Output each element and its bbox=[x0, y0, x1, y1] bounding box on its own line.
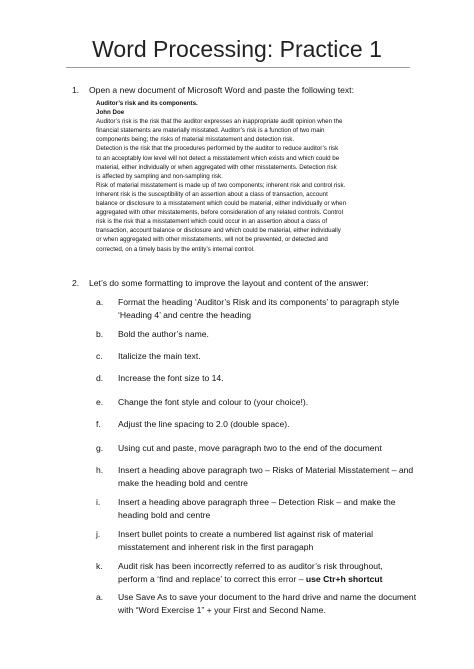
passage-line: components being; the risks of material misstatement and detection risk. bbox=[96, 136, 295, 144]
title-underline bbox=[66, 67, 410, 68]
task-letter: a. bbox=[96, 592, 104, 602]
page-title: Word Processing: Practice 1 bbox=[92, 36, 382, 62]
task-text-run: misstatement and inherent risk in the first paragaph bbox=[118, 541, 314, 552]
task-letter: b. bbox=[96, 329, 104, 339]
task-text-line bbox=[118, 464, 413, 477]
task-text bbox=[118, 396, 308, 409]
task-text-line bbox=[118, 396, 308, 409]
passage-line: or when aggregated with other misstatements, will not be prevented, or detected and bbox=[96, 236, 328, 244]
passage-heading-line: John Doe bbox=[96, 109, 125, 117]
task-text bbox=[118, 328, 209, 341]
question-text: Open a new document of Microsoft Word and paste the following text: bbox=[89, 85, 354, 95]
task-text-run: make the heading bold and centre bbox=[118, 477, 248, 488]
question-number: 1. bbox=[72, 85, 80, 95]
task-letter: k. bbox=[96, 561, 103, 571]
passage-line: aggregated with other misstatements, before consideration of any related controls. Control bbox=[96, 209, 343, 217]
task-letter: g. bbox=[96, 443, 104, 453]
passage-line: risk is the risk that a misstatement which could occur in an assertion about a class of bbox=[96, 218, 328, 226]
task-text-run: Using cut and paste, move paragraph two to the end of the document bbox=[118, 443, 382, 453]
task-text-run: Adjust the line spacing to 2.0 (double space). bbox=[118, 419, 290, 429]
question-number: 2. bbox=[72, 278, 80, 288]
task-text-run: Bold the author’s name. bbox=[118, 329, 209, 339]
task-letter: c. bbox=[96, 351, 103, 361]
task-text-run: Use Save As to save your document to the hard drive and name the document bbox=[118, 592, 417, 602]
task-letter: i. bbox=[96, 497, 101, 507]
task-text-line bbox=[118, 418, 290, 431]
question-text: Let’s do some formatting to improve the layout and content of the answer: bbox=[89, 278, 369, 288]
passage-line: Risk of material misstatement is made up of two components; inherent risk and control risk. bbox=[96, 181, 346, 189]
passage-line: corrected, on a timely basis by the entity’s internal control. bbox=[96, 245, 255, 253]
task-text bbox=[118, 591, 416, 616]
passage-line: to an acceptably low level will not detect a misstatement which exists and which could be bbox=[96, 154, 340, 162]
task-text bbox=[118, 418, 290, 431]
passage-line: Inherent risk is the susceptibility of an assertion about a class of transaction, account bbox=[96, 190, 328, 198]
passage-line: Auditor’s risk is the risk that the auditor expresses an inappropriate audit opinion when the bbox=[96, 118, 343, 126]
task-letter: h. bbox=[96, 465, 104, 475]
task-letter: d. bbox=[96, 373, 104, 383]
task-text-line bbox=[118, 372, 224, 385]
task-letter: f. bbox=[96, 419, 101, 429]
task-text-run: Format the heading ‘Auditor’s Risk and its components’ to paragraph style bbox=[118, 297, 400, 307]
task-text bbox=[118, 372, 224, 385]
task-text-line bbox=[118, 328, 209, 341]
task-text-run: Change the font style and colour to (your choice!). bbox=[118, 397, 309, 407]
passage-line: is affected by sampling and non-sampling risk. bbox=[96, 172, 223, 180]
task-text bbox=[118, 350, 201, 363]
passage-line: balance or disclosure to a misstatement which could be material, either individually or when bbox=[96, 200, 347, 208]
task-text-line bbox=[118, 309, 399, 322]
task-text bbox=[118, 528, 373, 553]
shortcut-hint: use Ctr+h shortcut bbox=[305, 573, 383, 584]
task-text-run: Insert a heading above paragraph three – Detection Risk – and make the bbox=[118, 497, 396, 507]
sample-passage bbox=[96, 99, 396, 254]
task-text-line bbox=[118, 591, 416, 604]
task-letter: j. bbox=[96, 529, 101, 539]
task-text-line bbox=[118, 496, 396, 509]
task-text-run: ‘Heading 4’ and centre the heading bbox=[118, 309, 251, 320]
task-text-run: Audit risk has been incorrectly referred to as auditor’s risk throughout, bbox=[118, 561, 383, 571]
task-text-line bbox=[118, 560, 383, 573]
task-text-line bbox=[118, 509, 396, 522]
passage-heading-line: Auditor’s risk and its components. bbox=[96, 100, 198, 107]
task-text-line bbox=[118, 296, 399, 309]
task-text-line bbox=[118, 604, 416, 617]
passage-line: financial statements are materially misstated. Auditor’s risk is a function of two main bbox=[96, 127, 325, 135]
task-text-line bbox=[118, 442, 382, 455]
task-text-run: perform a ‘find and replace’ to correct this error – bbox=[118, 573, 306, 584]
task-text-run: with “Word Exercise 1” + your First and Second Name. bbox=[118, 604, 326, 615]
task-text-run: heading bold and centre bbox=[118, 509, 211, 520]
task-text-line bbox=[118, 350, 201, 363]
passage-line: transaction, account balance or disclosure and which could be material, either individually bbox=[96, 227, 341, 235]
task-text bbox=[118, 296, 399, 321]
task-text bbox=[118, 560, 383, 585]
task-text-run: Increase the font size to 14. bbox=[118, 373, 224, 383]
task-text bbox=[118, 464, 413, 489]
passage-line: material, either individually or when aggregated with other misstatements. Detection risk bbox=[96, 163, 337, 171]
task-letter: a. bbox=[96, 297, 104, 307]
task-text bbox=[118, 496, 396, 521]
task-letter: e. bbox=[96, 397, 104, 407]
task-text-line bbox=[118, 528, 373, 541]
task-text-run: Italicize the main text. bbox=[118, 351, 201, 361]
task-text-run: Insert a heading above paragraph two – Risks of Material Misstatement – and bbox=[118, 465, 414, 475]
passage-line: Detection is the risk that the procedures performed by the auditor to reduce auditor’s risk bbox=[96, 145, 339, 153]
task-text-line bbox=[118, 573, 383, 586]
task-text-run: Insert bullet points to create a numbered list against risk of material bbox=[118, 529, 374, 539]
task-text bbox=[118, 442, 382, 455]
task-text-line bbox=[118, 541, 373, 554]
task-text-line bbox=[118, 477, 413, 490]
